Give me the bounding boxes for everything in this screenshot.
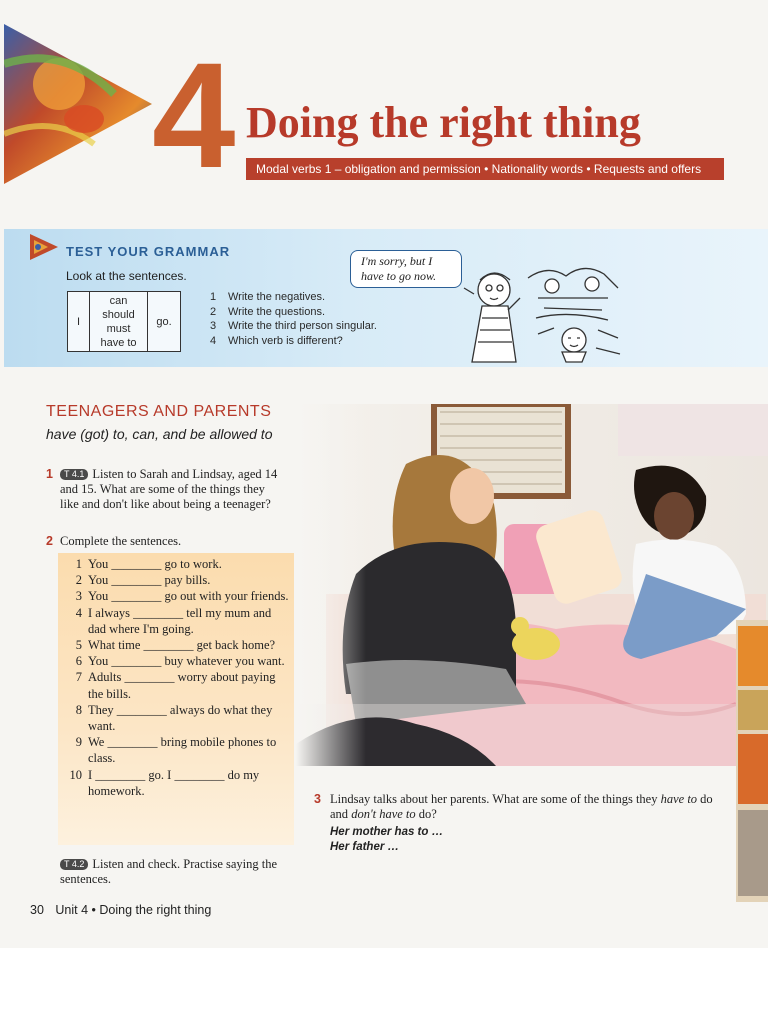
list-item: 5 What time ________ get back home? <box>75 638 276 653</box>
emphasis-have-to: have to <box>660 792 698 806</box>
listen-and-check-text: Listen and check. Practise saying the sentences. <box>60 857 278 886</box>
list-item: 4 I always ________ tell my mum and dad where I'm going. <box>75 605 272 636</box>
audio-track-badge: T 4.1 <box>60 469 88 480</box>
list-item: 10 I ________ go. I ________ do my homework. <box>69 767 260 798</box>
section-title: TEENAGERS AND PARENTS <box>46 403 272 420</box>
footer-unit: Unit 4 <box>55 903 89 917</box>
exercise-number: 3 <box>314 792 321 806</box>
table-verb: go. <box>156 315 172 328</box>
list-item: 3 You ________ go out with your friends. <box>75 589 289 604</box>
section-subtitle: have (got) to, can, and be allowed to <box>46 426 273 442</box>
table-modal: should <box>102 308 135 321</box>
list-item: 8 They ________ always do what they want. <box>75 702 273 734</box>
exercise-number: 1 <box>46 467 53 481</box>
exercise-number: 2 <box>46 534 53 548</box>
listen-and-check <box>60 857 292 887</box>
unit-title: Doing the right thing <box>246 98 641 147</box>
audio-track-badge: T 4.2 <box>60 859 88 870</box>
modal-verbs-table <box>67 291 181 352</box>
teenagers-photo <box>296 404 768 766</box>
footer-separator: • <box>91 903 96 917</box>
list-item: 1 You ________ go to work. <box>75 557 222 571</box>
table-subject: I <box>68 292 90 351</box>
exercise-2 <box>46 534 286 549</box>
list-item: 2 Write the questions. <box>210 305 326 318</box>
list-item: 3 Write the third person singular. <box>210 320 377 332</box>
photo-strip-edge <box>736 620 768 902</box>
test-your-grammar-title: TEST YOUR GRAMMAR <box>66 244 231 259</box>
table-modal: have to <box>100 336 137 349</box>
table-modals <box>90 292 148 351</box>
list-item: 6 You ________ buy whatever you want. <box>75 654 285 669</box>
list-item: 2 You ________ pay bills. <box>75 573 211 588</box>
list-item: 1 Write the negatives. <box>210 291 326 303</box>
test-your-grammar-instruction: Look at the sentences. <box>66 269 187 283</box>
exercise-1-text: Listen to Sarah and Lindsay, aged 14 and 15. What are some of the things they like and don't like about being a teenager? <box>60 467 278 511</box>
table-modal: must <box>106 322 131 335</box>
unit-number: 4 <box>152 31 230 199</box>
table-modal: can <box>109 294 128 307</box>
page-number: 30 <box>30 903 44 917</box>
triangle-arrow-icon <box>30 234 58 260</box>
unit-banner-triangle-image <box>4 24 154 184</box>
grammar-tasks-list <box>210 290 377 348</box>
list-item: 7 Adults ________ worry about paying the bills. <box>75 670 276 701</box>
page-footer <box>30 903 211 917</box>
footer-title: Doing the right thing <box>99 903 212 917</box>
cartoon-illustration <box>458 258 626 366</box>
exercise-2-text: Complete the sentences. <box>60 534 182 548</box>
prompt-mother: Her mother has to … <box>330 826 444 838</box>
emphasis-dont-have-to: don't have to <box>351 807 416 821</box>
unit-topics-bar: Modal verbs 1 – obligation and permission • Nationality words • Requests and offers <box>246 158 724 180</box>
exercise-3: 3 Lindsay talks about her parents. What are some of the things they have to do and don't have to do? <box>314 792 713 821</box>
speech-bubble: I'm sorry, but I have to go now. <box>350 250 462 288</box>
exercise-1 <box>46 467 286 512</box>
gap-fill-sentences <box>60 556 292 799</box>
page-bottom-margin <box>0 948 768 1024</box>
list-item: 4 Which verb is different? <box>210 334 343 347</box>
list-item: 9 We ________ bring mobile phones to class. <box>75 735 277 766</box>
prompt-father: Her father … <box>330 841 400 853</box>
